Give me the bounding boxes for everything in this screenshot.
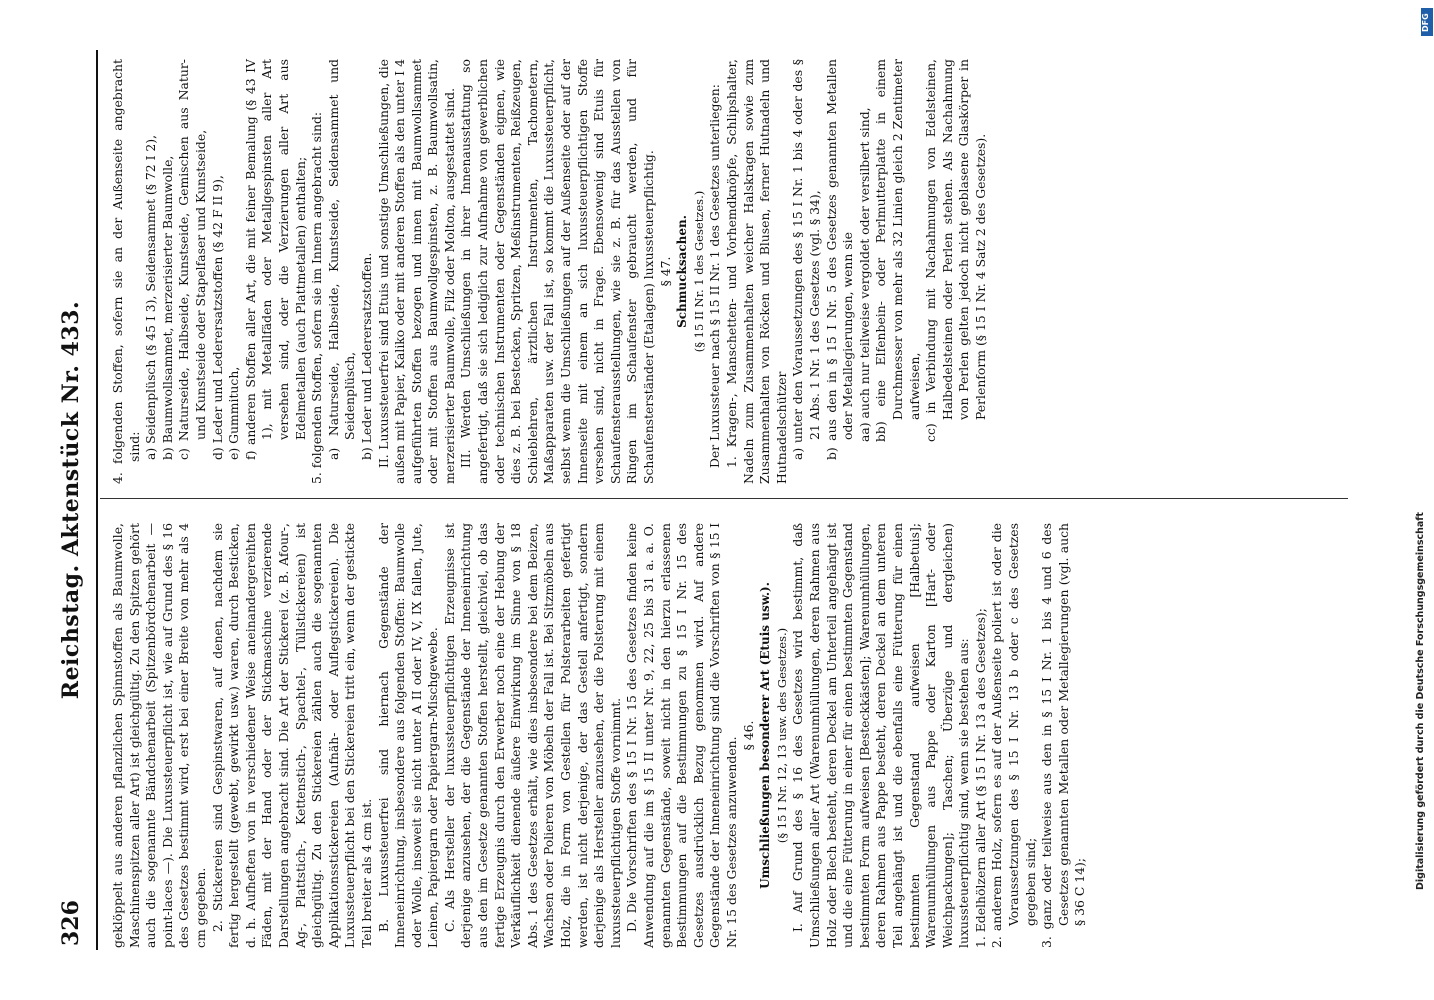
right-column-paragraph: a) Seidenplüsch (§ 45 I 3), Seidensammet (§ 72 I 2), xyxy=(143,134,159,460)
right-column-paragraph: cc) in Verbindung mit Nachahmungen von Edelsteinen, Halbedelsteinen oder Perlen stehen. Als Nachahmung von Perlen gelten jedoch nicht geblasene Glaskörper in Perlenform (§ 15 I Nr. 4 Satz 2 des Gesetzes). xyxy=(923,59,988,442)
left-column-paragraph: (§ 15 I Nr. 12, 13 usw. des Gesetzes.) xyxy=(774,627,789,844)
page-header xyxy=(52,50,98,950)
right-column-paragraph: bb) eine Elfenbein- oder Perlmutterplatte in einem Durchmesser von mehr als 32 Linien gleich 2 Zentimeter aufweisen, xyxy=(873,59,922,442)
left-column-paragraph: B. Luxussteuerfrei sind hiernach Gegenstände der Inneneinrichtung, insbesondere aus folgenden Stoffen: Baumwolle oder Wolle, insoweit sie nicht unter A II oder IV, V, IX fallen, Jute, Leinen, Papiergarn oder Papiergarn-Mischgewebe. xyxy=(375,523,441,948)
right-column-paragraph: 5. folgenden Stoffen, sofern sie im Innern angebracht sind: xyxy=(309,111,325,484)
right-column-paragraph: III. Werden Umschließungen in ihrer Innenausstattung so angefertigt, daß sie sich lediglich zur Aufnahme von gewerblichen oder technischen Instrumenten oder Gegenständen eignen, wie dies z. B. bei Bestecken, Spritzen, Meßinstrumenten, Reißzeugen, Schieblehren, ärztlichen Instrumenten, Tachometern, Maßapparaten usw. der Fall ist, so kommt die Luxussteuerpflicht, selbst wenn die Umschließungen auf der Außenseite oder auf der Innenseite mit einem an sich luxussteuerpflichtigen Stoffe versehen sind, nicht in Frage. Ebensowenig sind Etuis für Schaufensterausstellungen, wie sie z. B. für das Ausstellen von Ringen im Schaufenster gebraucht werden, und für Schaufensterständer (Etalagen) luxussteuerpflichtig. xyxy=(458,59,656,484)
right-column-paragraph: a) unter den Voraussetzungen des § 15 I Nr. 1 bis 4 oder des § 21 Abs. 1 Nr. 1 des Gesetzes (vgl. § 34), xyxy=(790,59,822,460)
left-column-paragraph: 3. ganz oder teilweise aus den in § 15 I Nr. 1 bis 4 und 6 des Gesetzes genannten Metallen oder Metallegierungen (vgl. auch § 36 C 14); xyxy=(1039,523,1088,948)
right-column-paragraph: Schmucksachen. xyxy=(675,215,690,328)
document-page xyxy=(52,50,1362,950)
right-column-paragraph: e) Gummituch, xyxy=(226,366,242,460)
right-column-paragraph: II. Luxussteuerfrei sind Etuis und sonstige Umschließungen, die außen mit Papier, Kaliko oder mit anderen Stoffen als den unter I 4 aufgeführten Stoffen bezogen und innen mit Baumwollsammet oder mit Stoffen aus Baumwollgespinsten, z. B. Baumwollsatin, merzerisierter Baumwolle, Filz oder Molton, ausgestattet sind. xyxy=(375,59,457,484)
left-column-paragraph: 2. Stickereien sind Gespinstwaren, auf denen, nachdem sie fertig hergestellt (gewebt, gewirkt usw.) waren, durch Besticken, d. h. Aufheften von in verschiedener Weise aneinandergereihten Fäden, mit der Hand oder der Stickmaschine verzierende Darstellungen angebracht sind. Die Art der Stickerei (z. B. Afour-, Ag-, Plattstich-, Kettenstich-, Spachtel-, Tüllstickereien) ist gleichgültig. Zu den Stickereien zählen auch die sogenannten Applikationsstickereien (Aufnäh- oder Auflegstickereien). Die Luxussteuerpflicht bei den Stickereien tritt ein, wenn der gestickte Teil breiter als 4 cm ist. xyxy=(209,523,374,948)
right-column-paragraph: c) Naturseide, Halbseide, Kunstseide, Gemischen aus Natur- und Kunstseide oder Stapelfaser und Kunstseide, xyxy=(176,59,208,460)
column-divider xyxy=(100,498,1348,499)
right-column-paragraph: b) Baumwollsammet, merzerisierter Baumwolle, xyxy=(159,155,175,460)
left-column-paragraph: I. Auf Grund des § 16 des Gesetzes wird bestimmt, daß Umschließungen aller Art (Warenumhüllungen, deren Rahmen aus Holz oder Blech besteht, deren Deckel am Unterteil angehängt ist und die eine Fütterung in einer für einen bestimmten Gegenstand bestimmten Form aufweisen [Besteckkästen]; Warenumhüllungen, deren Rahmen aus Pappe besteht, deren Deckel an dem unteren Teil angehängt ist und die ebenfalls eine Fütterung für einen bestimmten Gegenstand aufweisen [Halbetuis]; Warenumhüllungen aus Pappe oder Karton [Hart- oder Weichpackungen]; Taschen; Überzüge und dergleichen) luxussteuerpflichtig sind, wenn sie bestehen aus: xyxy=(790,523,972,948)
right-column-paragraph: b) aus den in § 15 I Nr. 5 des Gesetzes genannten Metallen oder Metallegierungen, wenn sie xyxy=(823,59,856,460)
right-column-paragraph: § 47. xyxy=(657,256,673,287)
right-column-paragraph: 1. Kragen-, Manschetten- und Vorhemdknöpfe, Schlipshalter, Nadeln zum Zusammenhalten weicher Halskragen sowie zum Zusammenhalten von Röcken und Blusen, ferner Hutnadeln und Hutnadelschützer xyxy=(723,59,789,484)
right-column xyxy=(110,59,989,484)
left-column-paragraph: Umschließungen besonderer Art (Etuis usw.). xyxy=(758,582,773,889)
left-column-paragraph: § 46. xyxy=(740,720,756,751)
right-column-paragraph: d) Leder und Lederersatzstoffen (§ 42 F II 9), xyxy=(209,175,225,460)
credit-text: Digitalisierung gefördert durch die Deutsche Forschungsgemeinschaft xyxy=(1415,512,1426,890)
right-column-paragraph: f) anderen Stoffen aller Art, die mit feiner Bemalung (§ 43 IV 1), mit Metallfäden oder Metallgespinsten aller Art versehen sind, oder die Verzierungen aller Art aus Edelmetallen (auch Plattmetallen) enthalten; xyxy=(242,59,308,460)
right-column-paragraph: Der Luxussteuer nach § 15 II Nr. 1 des Gesetzes unterliegen: xyxy=(707,84,723,468)
right-column-paragraph: b) Leder und Lederersatzstoffen. xyxy=(358,252,374,460)
dfg-logo: DFG xyxy=(1421,8,1433,36)
left-column-paragraph: geklöppelt aus anderen pflanzlichen Spinnstoffen als Baumwolle, Maschinenspitzen aller Art) ist gleichgültig. Zu den Spitzen gehört auch die sogenannte Bändchenarbeit (Spitzenbördchenarbeit — point-laces —). Die Luxussteuerpflicht ist, wie auf Grund des § 16 des Gesetzes bestimmt wird, erst bei einer Breite von mehr als 4 cm gegeben. xyxy=(110,523,208,948)
running-title: Reichstag. Aktenstück Nr. 433. xyxy=(58,300,84,700)
page-number: 326 xyxy=(58,900,84,946)
left-column xyxy=(110,523,1089,948)
right-column-paragraph: (§ 15 II Nr. 1 des Gesetzes.) xyxy=(691,190,706,353)
left-column-paragraph: C. Als Hersteller der luxussteuerpflichtigen Erzeugnisse ist derjenige anzusehen, der die Gegenstände der Inneneinrichtung aus den im Gesetze genannten Stoffen herstellt, gleichviel, ob das fertige Erzeugnis durch den Erwerber noch eine der Hebung der Verkäuflichkeit dienende äußere Einwirkung im Sinne von § 18 Abs. 1 des Gesetzes erhält, wie dies insbesondere bei dem Beizen, Wachsen oder Polieren von Möbeln der Fall ist. Bei Sitzmöbeln aus Holz, die in Form von Gestellen für Polsterarbeiten gefertigt werden, ist nicht derjenige, der das Gestell anfertigt, sondern derjenige als Hersteller anzusehen, der die Polsterung mit einem luxussteuerpflichtigen Stoffe vornimmt. xyxy=(441,523,623,948)
left-column-paragraph: 1. Edelhölzern aller Art (§ 15 I Nr. 13 a des Gesetzes); xyxy=(972,608,988,948)
left-column-paragraph: 2. anderem Holz, sofern es auf der Außenseite poliert ist oder die Voraussetzungen des § 15 I Nr. 13 b oder c des Gesetzes gegeben sind; xyxy=(989,523,1038,948)
right-column-paragraph: 4. folgenden Stoffen, sofern sie an der Außenseite angebracht sind: xyxy=(110,59,142,484)
left-column-paragraph: D. Die Vorschriften des § 15 I Nr. 15 des Gesetzes finden keine Anwendung auf die im § 15 II unter Nr. 9, 22, 25 bis 31 a. a. O. genannten Gegenstände, soweit nicht in den hierzu erlassenen Bestimmungen auf die Bestimmungen zu § 15 I Nr. 15 des Gesetzes ausdrücklich Bezug genommen wird. Auf andere Gegenstände der Inneneinrichtung sind die Vorschriften von § 15 I Nr. 15 des Gesetzes anzuwenden. xyxy=(624,523,739,948)
right-column-paragraph: a) Naturseide, Halbseide, Kunstseide, Seidensammet und Seidenplüsch, xyxy=(325,59,358,460)
right-column-paragraph: aa) auch nur teilweise vergoldet oder versilbert sind, xyxy=(856,107,872,442)
